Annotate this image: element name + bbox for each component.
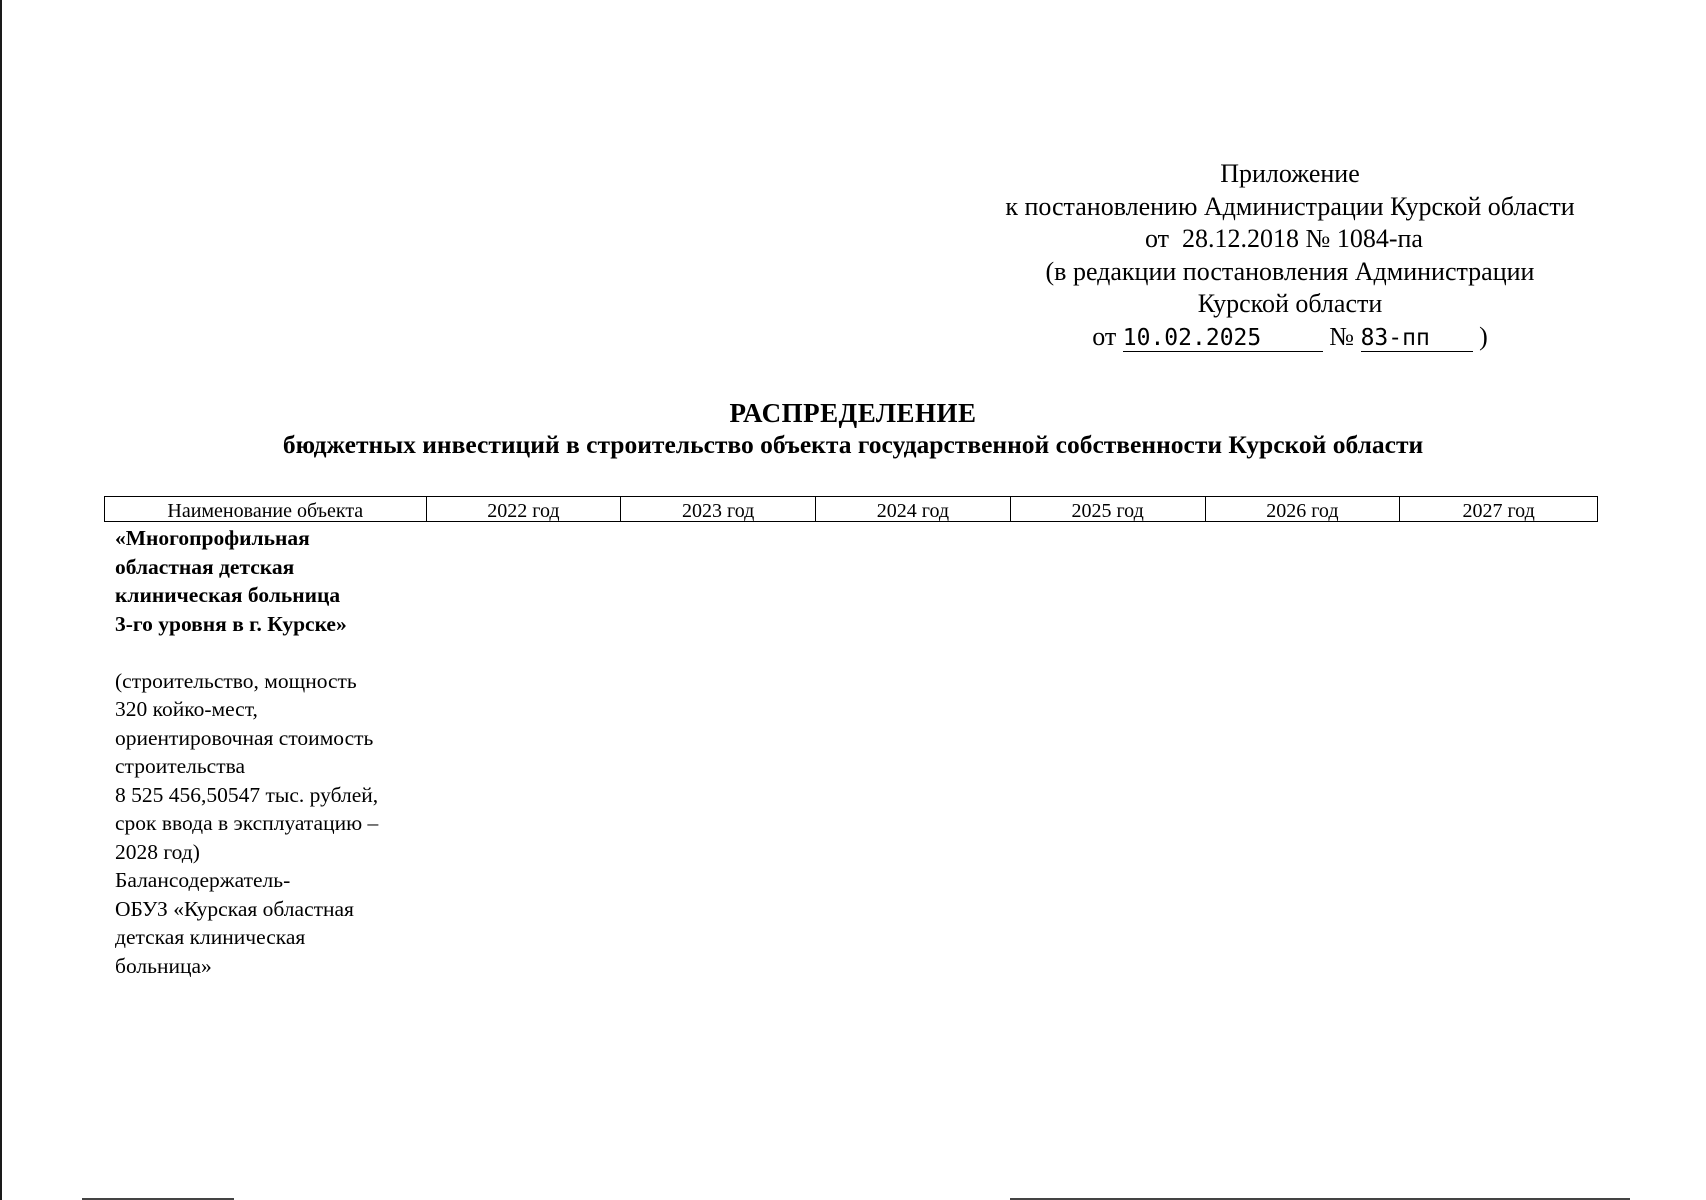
amend-number-sign: № [1329,321,1355,351]
header-year-2023: 2023 год [621,497,816,521]
amend-date-prefix: от [1092,321,1117,351]
object-name-line: 3-го уровня в г. Курске» [115,611,347,636]
object-detail-line: (строительство, мощность [115,668,357,693]
object-name-line: клиническая больница [115,583,341,607]
amend-date-field: 10.02.2025 [1123,325,1323,352]
object-name-line: областная детская [115,554,295,579]
amend-close-paren: ) [1479,321,1488,351]
investment-table-header [104,496,1598,522]
appendix-block [900,158,1680,353]
object-spacer [115,638,435,667]
appendix-amendment-region: Курской области [1197,289,1383,318]
appendix-date: 28.12.2018 [1182,224,1300,253]
header-year-2027: 2027 год [1462,500,1535,521]
object-detail-line: 2028 год) [115,839,200,864]
header-year-2025: 2025 год [1011,497,1206,521]
appendix-amendment-date-line [900,321,1680,354]
header-year-2026: 2026 год [1206,497,1401,521]
object-detail-line: 8 525 456,50547 тыс. рублей, [115,782,379,807]
appendix-date-prefix: от [1145,224,1170,253]
appendix-heading: Приложение [1220,159,1360,188]
object-balance-holder-line: Балансодержатель- [115,868,291,892]
amend-number-field: 83-пп [1361,325,1473,352]
header-object-name: Наименование объекта [105,497,427,521]
object-balance-holder-line: больница» [115,953,212,978]
object-detail-line: 320 койко-мест, [115,697,258,721]
object-detail-line: ориентировочная стоимость [115,725,374,750]
object-balance-holder-line: ОБУЗ «Курская областная [115,896,354,921]
page-left-edge [0,0,2,1200]
object-balance-holder-line: детская клиническая [115,925,306,949]
object-name-line: «Многопрофильная [115,526,310,550]
appendix-resolution-date-line [894,223,1674,256]
object-detail-line: срок ввода в эксплуатацию – [115,811,379,835]
object-detail-line: строительства [115,754,246,778]
appendix-resolution-line: к постановлению Администрации Курской области [1005,191,1575,221]
header-year-2022: 2022 год [427,497,622,521]
document-title: РАСПРЕДЕЛЕНИЕ [729,398,977,428]
header-year-2024: 2024 год [816,497,1011,521]
appendix-amendment-line: (в редакции постановления Администрации [1045,256,1535,286]
document-subtitle: бюджетных инвестиций в строительство объекта государственной собственности Курской области [282,430,1424,459]
appendix-number: № 1084-па [1305,224,1423,253]
object-description [115,524,435,980]
